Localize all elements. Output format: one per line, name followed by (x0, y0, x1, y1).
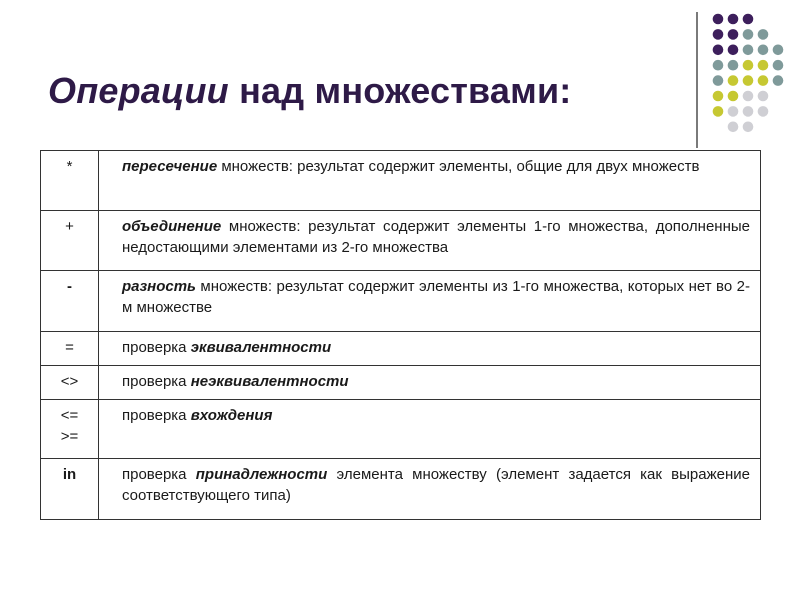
operator-cell (41, 366, 99, 400)
operation-term: разность (122, 278, 196, 295)
dot-grid-decoration (0, 0, 800, 140)
table-row (41, 459, 761, 520)
decor-dot (743, 45, 754, 56)
decor-dot (758, 91, 769, 102)
operator-cell (41, 211, 99, 271)
description-cell (99, 211, 761, 271)
decor-dot (743, 14, 754, 25)
decor-dot (713, 75, 724, 86)
operator-symbol: <> (60, 373, 79, 390)
operations-table (40, 150, 761, 520)
description-prefix: проверка (122, 466, 196, 483)
operator-symbol: - (67, 278, 72, 295)
decor-dot (713, 106, 724, 117)
decor-dot (713, 14, 724, 25)
operator-cell (41, 459, 99, 520)
description-prefix: проверка (122, 407, 191, 424)
operator-cell (41, 400, 99, 459)
decor-dot (743, 60, 754, 71)
operation-term: пересечение (122, 158, 218, 175)
table-row (41, 151, 761, 211)
decor-dot (758, 29, 769, 40)
decor-dot (758, 60, 769, 71)
decor-dot (758, 45, 769, 56)
decor-dot (728, 91, 739, 102)
operator-cell (41, 271, 99, 332)
table-row (41, 271, 761, 332)
operation-term: объединение (122, 218, 222, 235)
decor-dot (713, 91, 724, 102)
decor-dot (743, 29, 754, 40)
decor-dot (773, 75, 784, 86)
decor-dot (728, 122, 739, 133)
description-cell (99, 459, 761, 520)
decor-dot (773, 45, 784, 56)
description-cell (99, 151, 761, 211)
operator-symbol: in (62, 466, 77, 483)
decor-dot (743, 75, 754, 86)
decor-dot (758, 106, 769, 117)
operator-symbol-secondary: >= (60, 428, 79, 445)
description-prefix: проверка (122, 339, 191, 356)
table-row (41, 400, 761, 459)
operation-term: принадлежности (195, 466, 328, 483)
description-text: множеств: результат содержит элементы 1-го множества, дополненные недостающими элементами из 2-го множества (122, 218, 750, 256)
description-prefix: проверка (122, 373, 191, 390)
description-text: множеств: результат содержит элементы из 1-го множества, которых нет во 2-м множестве (122, 278, 750, 316)
decor-dot (713, 29, 724, 40)
decor-dot (743, 91, 754, 102)
title-italic-part: Операции (48, 70, 229, 111)
description-text: множеств: результат содержит элементы, общие для двух множеств (217, 158, 700, 175)
decor-dot (728, 75, 739, 86)
decor-dot (773, 60, 784, 71)
decor-dot (743, 122, 754, 133)
table-row (41, 211, 761, 271)
operator-symbol: <= (60, 407, 79, 424)
decor-dot (713, 45, 724, 56)
decor-dot (758, 75, 769, 86)
description-cell (99, 366, 761, 400)
decor-dot (728, 106, 739, 117)
operator-symbol: * (66, 158, 73, 175)
decor-dot (728, 14, 739, 25)
description-text: элемента множеству (элемент задается как выражение соответствующего типа) (122, 466, 750, 504)
decor-dot (728, 60, 739, 71)
description-cell (99, 332, 761, 366)
title-rest-part: над множествами: (228, 70, 572, 111)
decor-dot (728, 29, 739, 40)
operator-cell (41, 151, 99, 211)
operation-term: вхождения (190, 407, 273, 424)
description-cell (99, 400, 761, 459)
operator-cell (41, 332, 99, 366)
table-row (41, 366, 761, 400)
table-row (41, 332, 761, 366)
decor-dot (713, 60, 724, 71)
decor-dot (728, 45, 739, 56)
operation-term: неэквивалентности (190, 373, 349, 390)
description-cell (99, 271, 761, 332)
operator-symbol: + (65, 218, 74, 235)
operator-symbol: = (65, 339, 74, 356)
operation-term: эквивалентности (190, 339, 332, 356)
decor-dot (743, 106, 754, 117)
